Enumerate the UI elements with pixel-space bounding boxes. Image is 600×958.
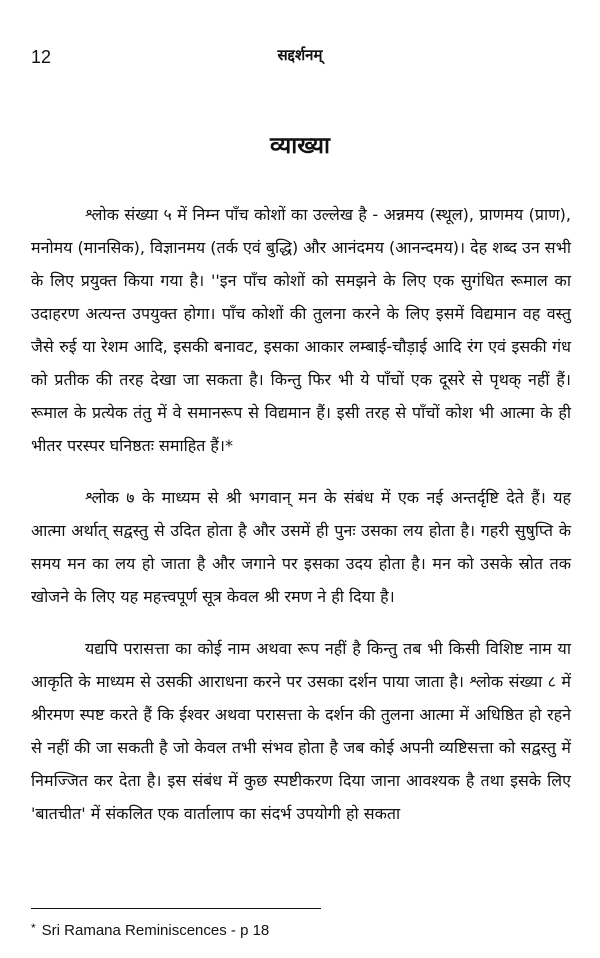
running-title: सद्दर्शनम् [277,46,323,64]
paragraph-1: श्लोक संख्या ५ में निम्न पाँच कोशों का उल्लेख है - अन्नमय (स्थूल), प्राणमय (प्राण), मनोमय (मानसिक), विज्ञानमय (तर्क एवं बुद्धि) और आनंदमय (आनन्दमय)। देह शब्द उन सभी के लिए प्रयुक्त किया गया है। ''इन पाँच कोशों को समझने के लिए एक सुगंधित रूमाल का उदाहरण अत्यन्त उपयुक्त होगा। पाँच कोशों की तुलना करने के लिए इसमें विद्यमान वह वस्तु जैसे रुई या रेशम आदि, इसकी बनावट, इसका आकार लम्बाई-चौड़ाई आदि रंग एवं इसकी गंध को प्रतीक की तरह देखा जा सकता है। किन्तु फिर भी ये पाँचों एक दूसरे से पृथक् नहीं हैं। रूमाल के प्रत्येक तंतु में वे समानरूप से विद्यमान हैं। इसी तरह से पाँचों कोश भी आत्मा के ही भीतर परस्पर घनिष्ठतः समाहित हैं।* [31,205,571,455]
paragraph-2: श्लोक ७ के माध्यम से श्री भगवान् मन के संबंध में एक नई अन्तर्दृष्टि देते हैं। यह आत्मा अर्थात् सद्वस्तु से उदित होता है और उसमें ही पुनः उसका लय होता है। गहरी सुषुप्ति के समय मन का लय हो जाता है और जगाने पर इसका उदय होता है। मन को उसके स्रोत तक खोजने के लिए यह महत्त्वपूर्ण सूत्र केवल श्री रमण ने ही दिया है। [31,488,571,606]
footnote-marker: * [31,921,36,935]
footnote [31,918,269,941]
footnote-divider [31,908,321,909]
body-text [31,198,571,849]
section-title: व्याख्या [270,133,330,159]
paragraph-3: यद्यपि परासत्ता का कोई नाम अथवा रूप नहीं है किन्तु तब भी किसी विशिष्ट नाम या आकृति के माध्यम से उसकी आराधना करने पर उसका दर्शन पाया जाता है। श्लोक संख्या ८ में श्रीरमण स्पष्ट करते हैं कि ईश्वर अथवा परासत्ता के दर्शन की तुलना आत्मा में अधिष्ठित हो रहने से नहीं की जा सकती है जो केवल तभी संभव होता है जब कोई अपनी व्यष्टिसत्ता को सद्वस्तु में निमज्जित कर देता है। इस संबंध में कुछ स्पष्टीकरण दिया जाना आवश्यक है तथा इसके लिए 'बातचीत' में संकलित एक वार्तालाप का संदर्भ उपयोगी हो सकता [31,639,571,823]
page-number: 12 [31,47,52,67]
footnote-text: Sri Ramana Reminiscences - p 18 [41,922,270,939]
